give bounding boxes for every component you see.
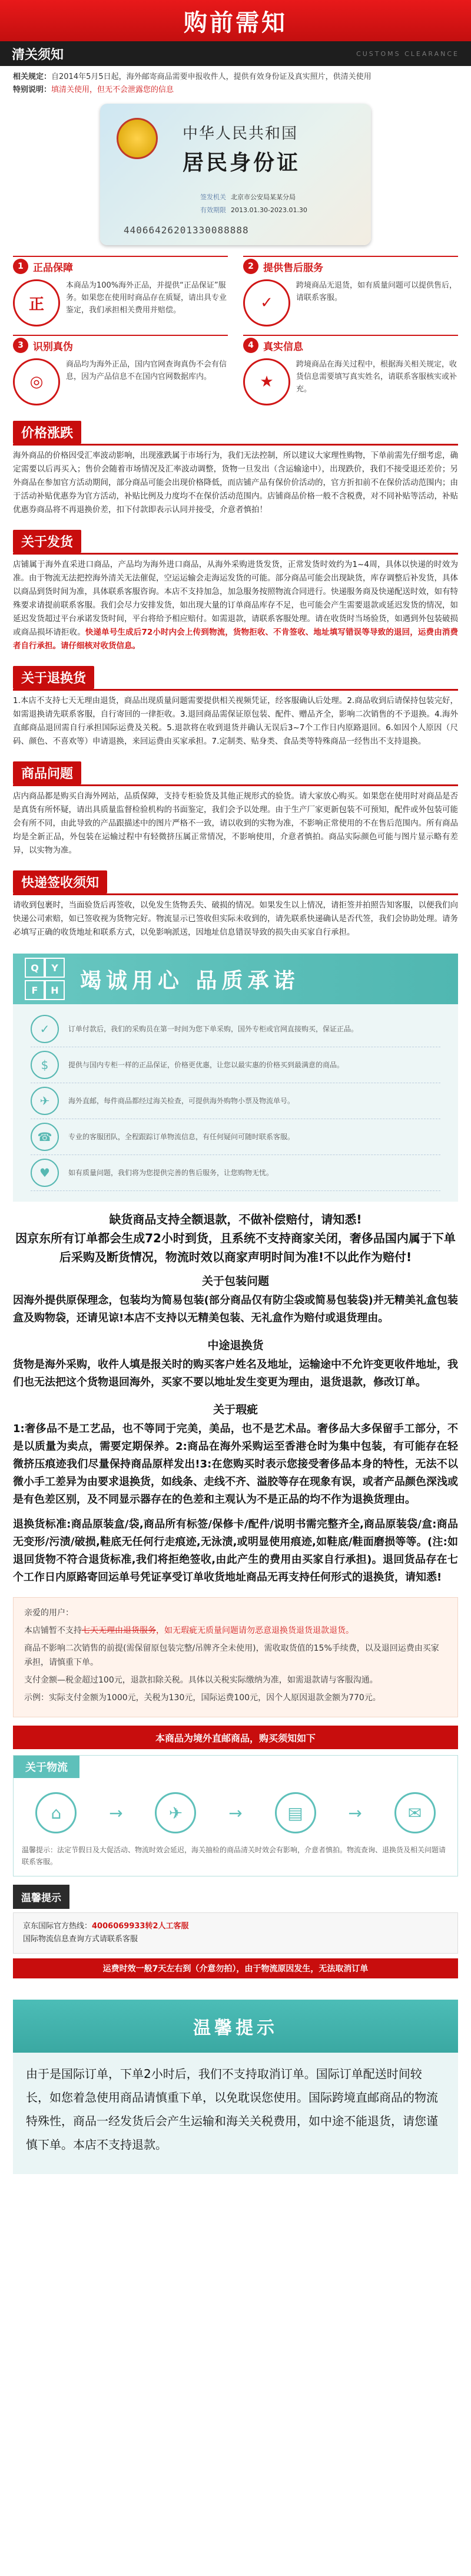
- price-title: 价格涨跌: [13, 421, 81, 444]
- hero-title: 购前需知: [184, 9, 287, 37]
- final-tip-text: 由于是国际订单，下单2小时后，我们不支持取消订单。国际订单配送时间较长，如您着急使用商品请慎重下单，以免耽误您使用。国际跨境直邮商品的物流特殊性，商品一经发货后会产生运输和海关关税费用，如中途不能退货，请您谨慎下单。本店不支持退款。: [13, 2053, 458, 2174]
- service-num: 3: [13, 338, 28, 353]
- aftersale-icon: ✓: [243, 279, 290, 326]
- promise-list: [13, 1004, 458, 1202]
- delivery-title: 快递签收须知: [13, 870, 107, 893]
- delivery-text: 请收到包裹时，当面验货后再签收，以免发生货物丢失、破损的情况。如果发生以上情况，请拒签并拍照告知客服，以便我们向快递公司索赔，如已签收视为货物完好。物流显示已签收但实际未收到的，请先联系快递确认是否代签，我们会协助处理。请务必填写正确的收货地址和联系方式，以免影响派送，因地址信息错误导致的损失由买家自行承担。: [13, 901, 458, 937]
- packaging-title: 关于包装问题: [201, 1275, 269, 1288]
- logistics-section: [13, 1755, 458, 1876]
- strip-sub: CUSTOMS CLEARANCE: [356, 50, 459, 58]
- service-grid: [0, 252, 471, 411]
- refund-notice: [13, 1597, 458, 1717]
- logistics-tab: 关于物流: [14, 1756, 79, 1778]
- customs-icon: ▤: [275, 1792, 316, 1833]
- price-text: 海外商品的价格因受汇率波动影响，出现涨跌属于市场行为，我们无法控制，所以建议大家理性购物，下单前需先仔细考虑，确定需要以后再买入；售价会随着市场情况及汇率波动调整，货物一旦发出（含运输途中），出现跌价，我们不接受退还差价；另外商品在参加官方活动期间，部分商品可能会出现价格降低，而店铺产品有保价价活动的，官方折扣前不在保价活动范围内；由于活动补贴优惠券为官方活动，补贴比例及力度均不在保价活动范围内。店铺商品价格一般不含税费，对不同补贴等活动，补贴优惠券商品将不再退换价差，扣下付款即表示认同并接受，介意者慎拍！: [13, 451, 458, 514]
- service-text: 商品均为海外正品，国内官网查询真伪不会有信息，因为产品信息不在国内官网数据库内。: [66, 360, 227, 381]
- idcard-name: 居民身份证: [183, 151, 301, 175]
- promise-banner: [13, 954, 458, 1004]
- transit-text: 货物是海外采购，收件人填是报关时的购买客户姓名及地址，运输途中不允许变更收件地址，我们也无法把这个货物退回海外，买家不要以地址发生变更为理由，退货退款，修改订单。: [13, 1358, 458, 1388]
- list-item: ✈ 海外直邮，每件商品都经过海关检查，可提供海外购物小票及物流单号。: [31, 1083, 440, 1119]
- service-num: 4: [243, 338, 258, 353]
- greeting: 亲爱的用户：: [24, 1608, 74, 1618]
- verify-icon: ◎: [13, 358, 60, 405]
- strip-title: 清关须知: [12, 47, 64, 62]
- packaging-text: 因海外提供原保理念，包装均为简易包装(部分商品仅有防尘袋或简易包装袋)并无精美礼盒包装盒及购物袋，还请见谅!本店不支持以无精美包装、无礼盒作为赔付或退货理由。: [13, 1294, 458, 1324]
- warehouse-icon: ⌂: [35, 1792, 77, 1833]
- heart-icon: ♥: [31, 1159, 59, 1187]
- transit-title: 中途退换货: [207, 1339, 264, 1352]
- qyfh-logo: Q Y F H: [25, 958, 62, 1000]
- refund-p4: 示例：实际支付金额为1000元，关税为130元，国际运费100元，因个人原因退款金额为770元。: [24, 1693, 381, 1703]
- list-item: ✓ 订单付款后，我们的采购员在第一时间为您下单采购，国外专柜或官网直接购买，保证正品。: [31, 1011, 440, 1047]
- note-label-1: 相关规定：: [13, 72, 52, 81]
- idcard-valid-row: 有效期限 2013.01.30-2023.01.30: [200, 206, 307, 214]
- service-3: [13, 335, 228, 405]
- crossborder-notice-button[interactable]: 本商品为境外直邮商品，购买须知如下: [13, 1726, 458, 1749]
- shipping-warning: 运费时效一般7天左右到（介意勿拍），由于物流原因发生，无法取消订单: [13, 1958, 458, 1978]
- shipping-title: 关于发货: [13, 530, 81, 553]
- hero-banner: [0, 0, 471, 41]
- hotline-title: 温馨提示: [13, 1885, 69, 1909]
- plane-icon: ✈: [155, 1792, 196, 1833]
- flaws-title: 关于瑕疵: [213, 1403, 258, 1416]
- final-tip-header: 温馨提示: [13, 2000, 458, 2053]
- quality-text: 店内商品都是购买自海外网站，品质保障，支持专柜验货及其他正规形式的验货。请大家放心购买。如果您在使用时对商品是否是真货有所怀疑，请出具质量监督检验机构的书面鉴定，我们会予以处理。由于生产厂家更新包装不可预知，配件或外包装可能会有所不同，由此导致的产品跟描述中的图片严格不一致，请以收到的实物为准，不影响正常使用的不在售后范围内。所有商品均是全新正品，外包装在运输过程中有轻微挤压属正常情况，不影响使用，介意者慎拍。商品实际颜色可能与图片显示略有差异，以实物为准。: [13, 791, 458, 855]
- list-item: ♥ 如有质量问题，我们将为您提供完善的售后服务，让您购物无忧。: [31, 1155, 440, 1191]
- note-text-1: 自2014年5月5日起，海外邮寄商品需要申报收件人，提供有效身份证及真实照片，供清关使用: [51, 72, 372, 81]
- service-num: 1: [13, 259, 28, 274]
- service-4: [243, 335, 458, 405]
- notes: [0, 66, 471, 97]
- quality-title: 商品问题: [13, 761, 81, 784]
- section-strip: [0, 41, 471, 66]
- plane-icon: ✈: [31, 1087, 59, 1115]
- list-item: ☎ 专业的客服团队，全程跟踪订单物流信息，有任何疑问可随时联系客服。: [31, 1119, 440, 1155]
- shipping-text: 店铺属于海外直采进口商品，产品均为海外进口商品，从海外采购进货发货，正常发货时效约为1~4周，具体以快递的时效为准。由于物流无法把控海外清关无法催促，空运运输会走海运发货的可能。部分商品可能会出现缺货，库存调整后补发货，具体以商品到货时间为准，具体联系客服咨询。本店不支持加急，加急服务按照物流合同进行。快递服务商及快递配送时效，如有特殊要求请提前联系客服。我们会尽力安排发货，如出现大量的订单商品库存不足，也可能会产生需要退款或延迟发货的情况，如延迟发货超过平台承诺发货时间，平台将给予相应赔付。如需退款，请联系客服处理。请在收货时当场验货，如遇到外包装破损或商品损坏请拒收。快递单号生成后72小时内会上传到物流，货物拒收、不肯签收、地址填写错误等导致的退回，运费由消费者自行承担。请仔细核对收货信息。: [13, 560, 458, 651]
- logistics-flow: [14, 1778, 457, 1839]
- star-icon: ★: [243, 358, 290, 405]
- delivery-icon: ✉: [394, 1792, 436, 1833]
- hotline-number: 4006069933转2人工客服: [92, 1922, 189, 1931]
- genuine-icon: 正: [13, 279, 60, 326]
- returns-title: 关于退换货: [13, 666, 94, 689]
- idcard-number: 44066426201330088888: [124, 225, 249, 236]
- refund-p2: 商品不影响二次销售的前提(需保留原包装完整/吊牌齐全未使用)，需收取货值的15%手续费，以及退回运费由买家承担，请慎重下单。: [24, 1644, 439, 1667]
- service-title: 提供售后服务: [263, 262, 323, 274]
- returns-text: 1.本店不支持七天无理由退货，商品出现质量问题需要提供相关视频凭证，经客服确认后处理。2.商品收到后请保持包装完好，如需退换请先联系客服，自行寄回的一律拒收。3.退回商品需保证原包装、配件、赠品齐全，影响二次销售的不予退换。4.海外直邮商品退回需自行承担国际运费及关税。5.退款将在收到退货并确认无误后3~7个工作日内原路退回。6.如因个人原因（尺码、颜色、不喜欢等）申请退换，来回运费由买家承担。7.定制类、贴身类、食品类等特殊商品一经售出不支持退换。: [13, 696, 458, 746]
- national-emblem-icon: [117, 118, 158, 159]
- idcard-image: [100, 104, 371, 245]
- promise-slogan: 竭诚用心 品质承诺: [80, 968, 300, 993]
- service-text: 本商品为100%海外正品，并提供“正品保证”服务。如果您在使用时商品存在质疑，请出具专业鉴定，我们承担相关费用并赔偿。: [66, 281, 227, 315]
- service-text: 跨境商品无退货，如有质量问题可以提供售后，请联系客服。: [296, 281, 457, 302]
- service-title: 真实信息: [263, 341, 303, 353]
- idcard-issuer-row: 签发机关 北京市公安局某某分局: [200, 193, 296, 201]
- idcard-country: 中华人民共和国: [183, 125, 298, 143]
- flaws-text: 1:奢侈品不是工艺品，也不等同于完美，美品，也不是艺术品。奢侈品大多保留手工部分，不是以质量为卖点，需要定期保养。2:商品在海外采购运至香港仓时为集中包装，有可能存在轻微挤压痕迹我们尽量保持商品原样发出!3:在您购买时表示您接受奢侈品本身的特性，无法不以微小手工差异为由要求退换货，如线条、走线不齐、溢胶等存在现象有误，或者产品颜色深浅或是有色差区别，及不同显示器存在的色差和主观认为不是正品的均不作为退换货理由。: [13, 1423, 458, 1506]
- price-icon: $: [31, 1051, 59, 1079]
- service-title: 正品保障: [33, 262, 73, 274]
- order-icon: ✓: [31, 1015, 59, 1043]
- phone-icon: ☎: [31, 1123, 59, 1151]
- hotline-line2: 国际物流信息查询方式请联系客服: [23, 1935, 138, 1944]
- service-text: 跨境商品在海关过程中，根据海关相关规定，收货信息需要填写真实姓名，请联系客服核实或补充。: [296, 360, 457, 394]
- logistics-note: 温馨提示：法定节假日及大促活动、物流时效会延迟，海关抽检的商品清关时效会有影响，介意者慎拍。物流查询、退换货及相关问题请联系客服。: [22, 1846, 446, 1866]
- idcard-section: [0, 97, 471, 252]
- arrow-icon: →: [228, 1803, 243, 1823]
- stock-notice: 缺货商品支持全额退款，不做补偿赔付，请知悉! 因京东所有订单都会生成72小时到货，且系统不支持商家关闭，奢侈品国内属于下单后采购及断货情况，物流时效以商家声明时间为准!不以此作为赔付!: [15, 1212, 456, 1264]
- service-num: 2: [243, 259, 258, 274]
- hotline-box: 京东国际官方热线：4006069933转2人工客服 国际物流信息查询方式请联系客服: [13, 1912, 458, 1954]
- note-text-2: 填清关使用，但无不会泄露您的信息: [51, 85, 174, 94]
- service-1: [13, 256, 228, 326]
- service-title: 识别真伪: [33, 341, 73, 353]
- standards-text: 退换货标准:商品原装盒/袋,商品所有标签/保修卡/配件/说明书需完整齐全,商品原装袋/盒:商品无变形/污渍/破损,鞋底无任何行走痕迹,无泳渍,或明显使用痕迹,如鞋底/鞋面磨损等等。(注:如退回货物不符合退货标准,我们将拒绝签收,由此产生的费用由买家自行承担)。退回货品存在七个工作日内原路寄回运单号凭证享受订单收货地址商品无再支持任何形式的退换货，请知悉!: [13, 1518, 458, 1584]
- arrow-icon: →: [109, 1803, 123, 1823]
- list-item: $ 提供与国内专柜一样的正品保证，价格更优惠，让您以最实惠的价格买到最满意的商品。: [31, 1047, 440, 1083]
- arrow-icon: →: [348, 1803, 362, 1823]
- refund-p3: 支付金额—税金超过100元，退款扣除关税。具体以关税实际缴纳为准，如需退款请与客服沟通。: [24, 1675, 378, 1685]
- refund-p1: 本店铺暂不支持七天无理由退货服务，如无瑕疵无质量问题请勿恶意退换货退货退款退货。: [24, 1626, 354, 1635]
- note-label-2: 特别说明：: [13, 85, 52, 94]
- service-2: [243, 256, 458, 326]
